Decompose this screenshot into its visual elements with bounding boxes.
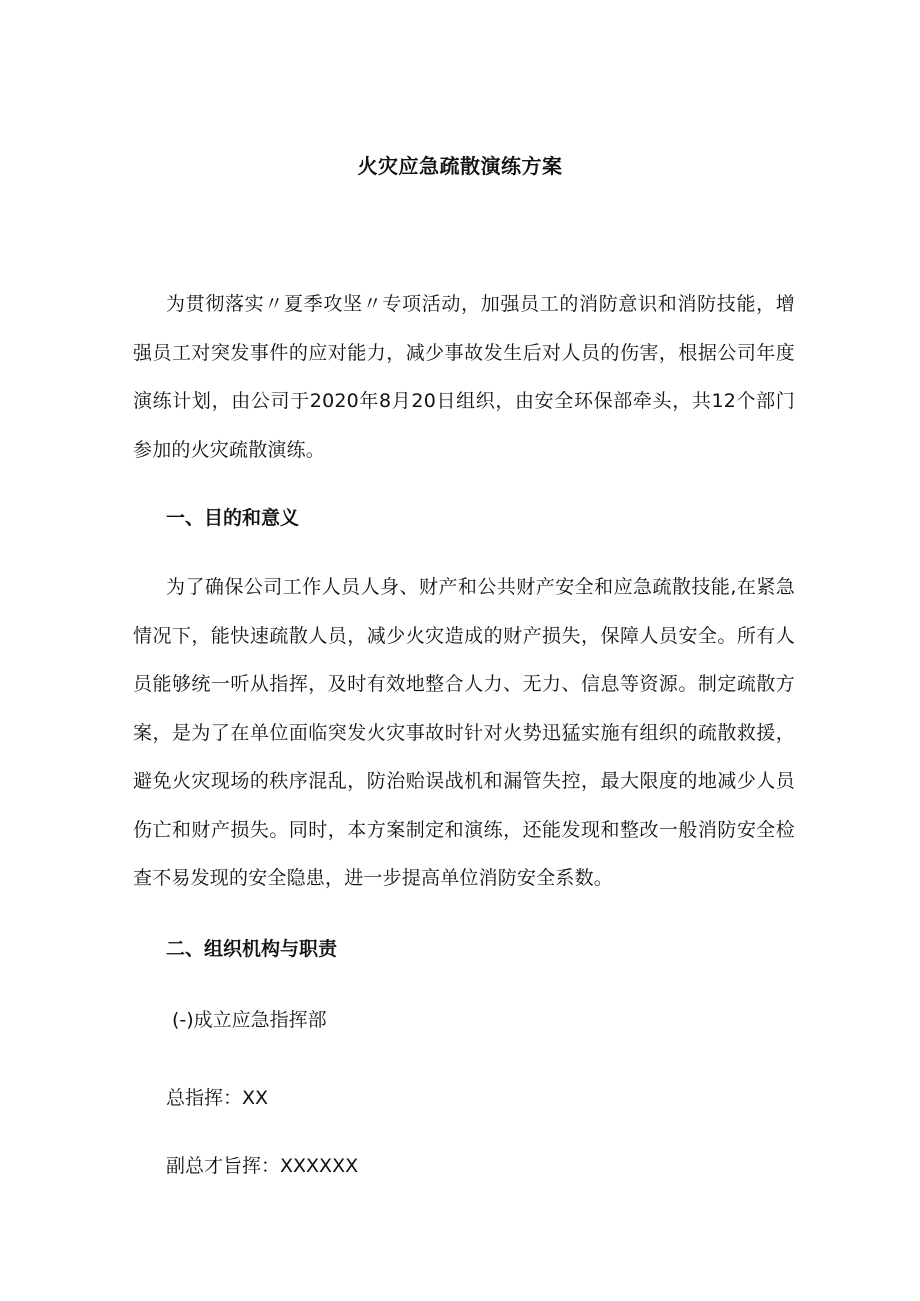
document-title: 火灾应急疏散演练方案 [357,154,563,178]
deputy-commander-line: 副总才旨挥：XXXXXX [166,1155,359,1177]
subsection-command-center: (-)成立应急指挥部 [172,1009,327,1031]
intro-paragraph: 为贯彻落实〃夏季攻坚〃专项活动，加强员工的消防意识和消防技能，增强员工对突发事件的应对能力，减少事故发生后对人员的伤害，根据公司年度演练计划，由公司于2020年8月20日组织，由安全环保部牵头，共12个部门参加的火灾疏散演练。 [133,293,795,461]
commander-line: 总指挥：XX [166,1087,269,1109]
purpose-paragraph: 为了确保公司工作人员人身、财产和公共财产安全和应急疏散技能,在紧急情况下，能快速疏散人员，减少火灾造成的财产损失，保障人员安全。所有人员能够统一听从指挥，及时有效地整合人力、无力、信息等资源。制定疏散方案，是为了在单位面临突发火灾事故时针对火势迅猛实施有组织的疏散救援，避免火灾现场的秩序混乱，防治贻误战机和漏管失控，最大限度的地减少人员伤亡和财产损失。同时，本方案制定和演练，还能发现和整改一般消防安全检查不易发现的安全隐患，进一步提高单位消防安全系数。 [133,576,795,889]
section-heading-purpose: 一、目的和意义 [166,507,300,529]
section-heading-organization: 二、组织机构与职责 [166,938,338,960]
